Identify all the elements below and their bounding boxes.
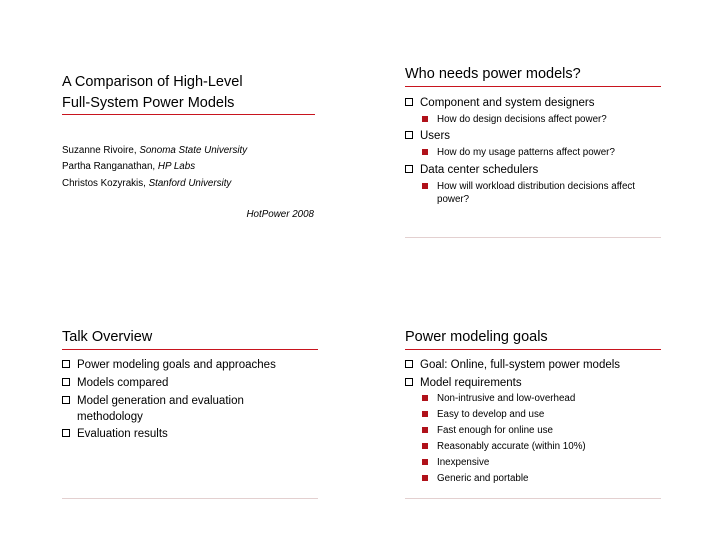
- box-bullet-icon: [62, 429, 70, 437]
- author-2: Partha Ranganathan, HP Labs: [62, 161, 196, 172]
- heading-rule: [405, 349, 661, 350]
- box-bullet-icon: [405, 378, 413, 386]
- square-bullet-icon: [422, 475, 428, 481]
- heading-rule: [62, 349, 318, 350]
- box-bullet-icon: [62, 378, 70, 386]
- slide-heading: Talk Overview: [62, 329, 153, 345]
- venue-label: HotPower 2008: [246, 209, 314, 220]
- slide-heading: Power modeling goals: [405, 329, 548, 345]
- slide-power-goals: Power modeling goals Goal: Online, full-system power models Model requirements Non-intrusive and low-overhead Easy to develop and use Fast enough for online use Reasonably accurate (within 10%) Inexpensive Generic and portable: [405, 0, 667, 557]
- square-bullet-icon: [422, 443, 428, 449]
- square-bullet-icon: [422, 459, 428, 465]
- box-bullet-icon: [405, 360, 413, 368]
- box-bullet-icon: [62, 396, 70, 404]
- author-3: Christos Kozyrakis, Stanford University: [62, 178, 232, 189]
- slide-heading: Who needs power models?: [405, 66, 581, 82]
- footer-rule: [62, 498, 318, 499]
- square-bullet-icon: [422, 411, 428, 417]
- square-bullet-icon: [422, 395, 428, 401]
- slide-title-line2: Full-System Power Models: [62, 95, 235, 111]
- square-bullet-icon: [422, 427, 428, 433]
- slide-talk-overview: Talk Overview Power modeling goals and approaches Models compared Model generation and evaluation methodology Evaluation results: [62, 0, 324, 557]
- slide-title-line1: A Comparison of High-Level: [62, 74, 243, 90]
- footer-rule: [405, 498, 661, 499]
- box-bullet-icon: [62, 360, 70, 368]
- slide-who-needs: Who needs power models? Component and system designers How do design decisions affect power? Users How do my usage patterns affect power? Data center schedulers How will workload distribution decisions affect power?: [405, 0, 667, 260]
- author-1: Suzanne Rivoire, Sonoma State University: [62, 145, 248, 156]
